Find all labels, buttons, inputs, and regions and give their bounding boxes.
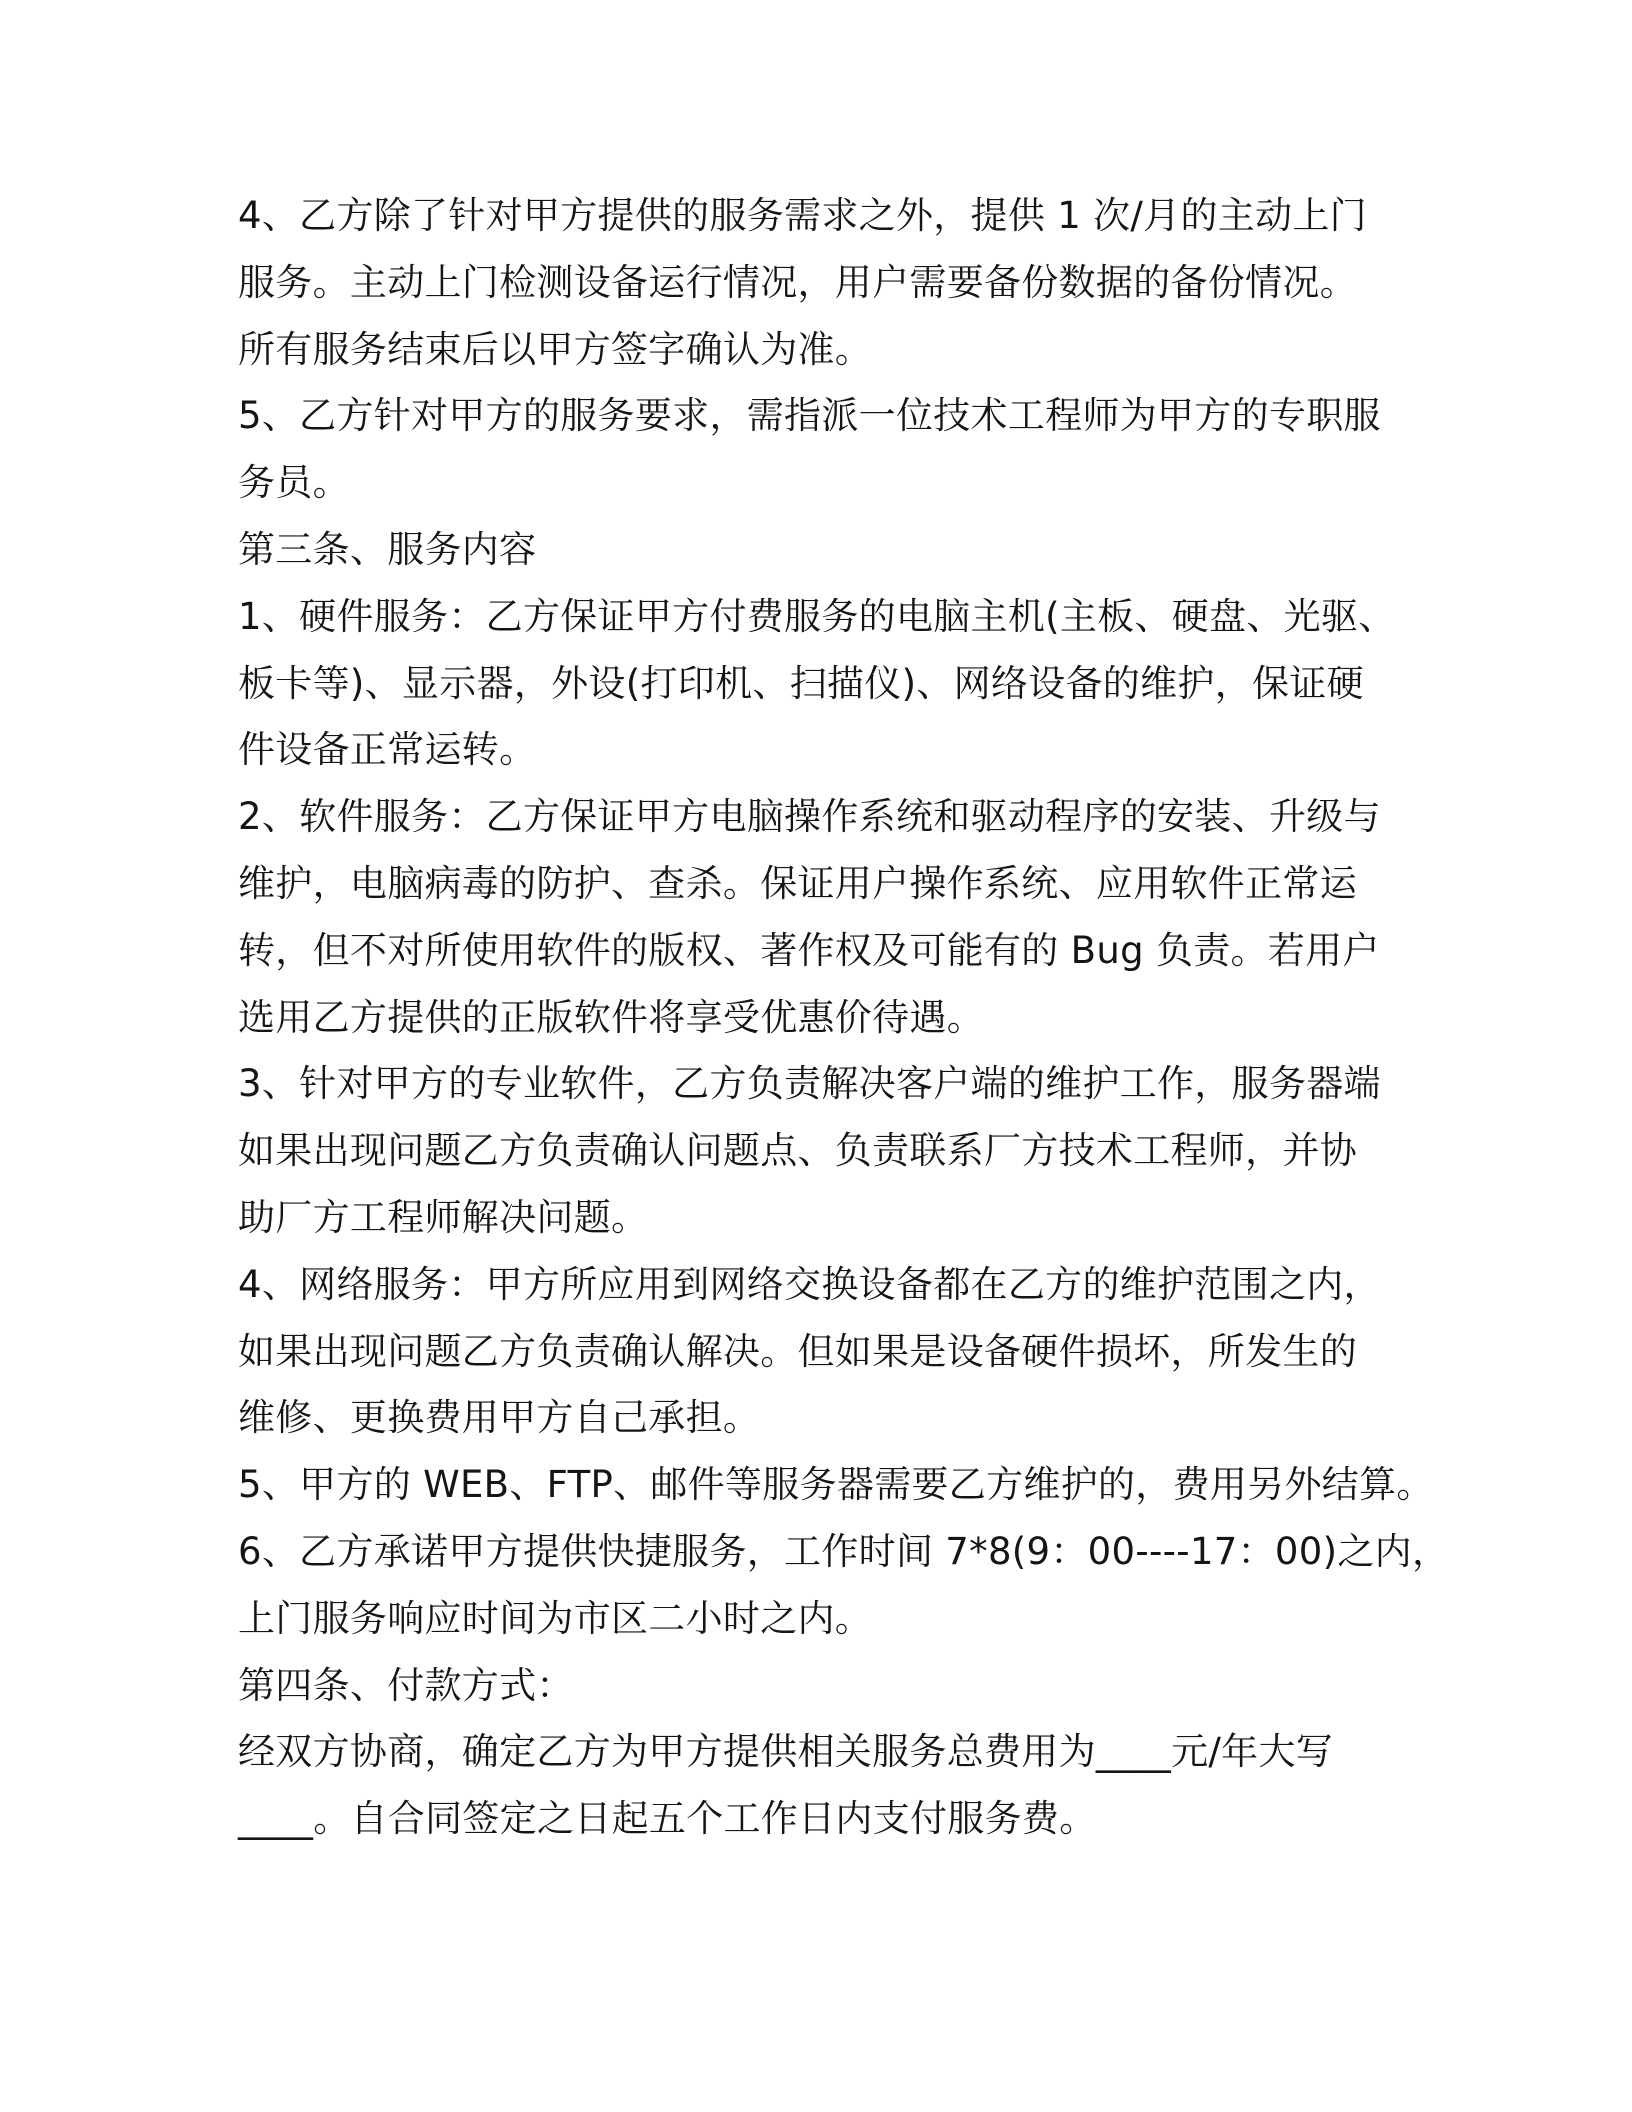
- text-line: 件设备正常运转。: [238, 728, 537, 771]
- text-line: 2、软件服务：乙方保证甲方电脑操作系统和驱动程序的安装、升级与: [238, 795, 1381, 838]
- text-line: 板卡等)、显示器，外设(打印机、扫描仪)、网络设备的维护，保证硬: [238, 662, 1364, 705]
- text-line: 助厂方工程师解决问题。: [238, 1196, 649, 1239]
- text-line: 维护，电脑病毒的防护、查杀。保证用户操作系统、应用软件正常运: [238, 862, 1357, 905]
- text-line: 1、硬件服务：乙方保证甲方付费服务的电脑主机(主板、硬盘、光驱、: [238, 595, 1396, 638]
- text-line: 6、乙方承诺甲方提供快捷服务，工作时间 7*8(9：00----17：00)之内，: [238, 1530, 1450, 1573]
- text-line: 4、乙方除了针对甲方提供的服务需求之外，提供 1 次/月的主动上门: [238, 194, 1367, 237]
- section-heading: 第四条、付款方式：: [238, 1664, 574, 1707]
- text-line: 选用乙方提供的正版软件将享受优惠价待遇。: [238, 996, 984, 1039]
- text-line: 5、甲方的 WEB、FTP、邮件等服务器需要乙方维护的，费用另外结算。: [238, 1463, 1434, 1506]
- text-line: 上门服务响应时间为市区二小时之内。: [238, 1597, 873, 1640]
- text-line: ____。自合同签定之日起五个工作日内支付服务费。: [238, 1797, 1097, 1840]
- text-line: 转，但不对所使用软件的版权、著作权及可能有的 Bug 负责。若用户: [238, 929, 1380, 972]
- text-line: 服务。主动上门检测设备运行情况，用户需要备份数据的备份情况。: [238, 261, 1357, 304]
- text-line: 所有服务结束后以甲方签字确认为准。: [238, 328, 873, 371]
- text-line: 如果出现问题乙方负责确认解决。但如果是设备硬件损坏，所发生的: [238, 1330, 1357, 1373]
- text-line: 5、乙方针对甲方的服务要求，需指派一位技术工程师为甲方的专职服: [238, 394, 1381, 437]
- text-line: 4、网络服务：甲方所应用到网络交换设备都在乙方的维护范围之内，: [238, 1263, 1381, 1306]
- text-line: 3、针对甲方的专业软件，乙方负责解决客户端的维护工作，服务器端: [238, 1062, 1381, 1105]
- text-line: 务员。: [238, 461, 350, 504]
- text-line: 经双方协商，确定乙方为甲方提供相关服务总费用为____元/年大写: [238, 1730, 1334, 1773]
- section-heading: 第三条、服务内容: [238, 528, 537, 571]
- text-line: 维修、更换费用甲方自己承担。: [238, 1396, 761, 1439]
- text-line: 如果出现问题乙方负责确认问题点、负责联系厂方技术工程师，并协: [238, 1129, 1357, 1172]
